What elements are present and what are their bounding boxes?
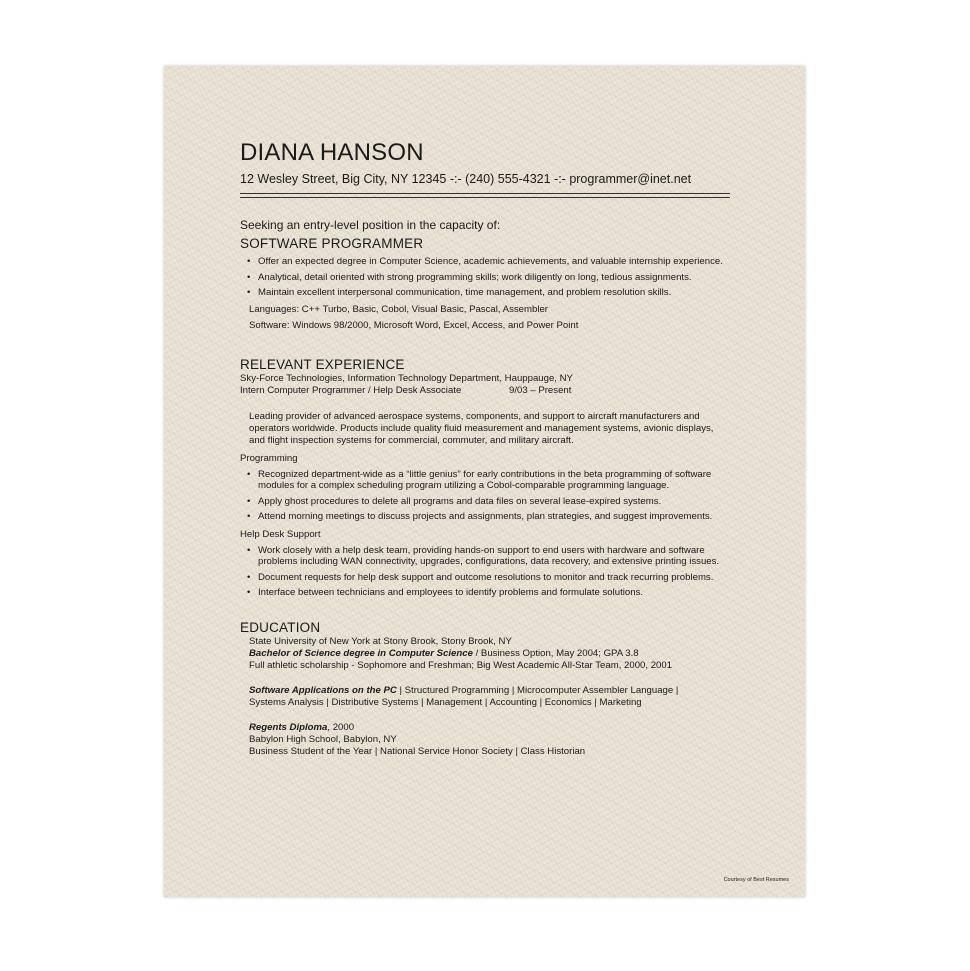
education-title: EDUCATION <box>240 619 321 635</box>
list-item: • Analytical, detail oriented with strong programming skills; work diligently on long, tedious assignments. <box>240 272 730 284</box>
applications-list-2: Systems Analysis | Distributive Systems | Management | Accounting | Economics | Marketing <box>249 696 642 708</box>
programming-subheading: Programming <box>240 452 298 464</box>
resume-page <box>164 66 805 897</box>
position-dates: 9/03 – Present <box>509 384 572 396</box>
position-row <box>240 385 730 397</box>
list-item: • Work closely with a help desk team, providing hands-on support to end users with hardware and software problems including WAN connectivity, upgrades, configurations, data recovery, and extensive printing issues. <box>240 545 730 568</box>
experience-title: RELEVANT EXPERIENCE <box>240 356 405 372</box>
header-divider <box>240 193 730 198</box>
list-item: • Attend morning meetings to discuss projects and assignments, plan strategies, and suggest improvements. <box>240 511 730 523</box>
university-line: State University of New York at Stony Brook, Stony Brook, NY <box>249 635 512 647</box>
objective-intro: Seeking an entry-level position in the capacity of: <box>240 218 501 232</box>
company-line: Sky-Force Technologies, Information Technology Department, Hauppauge, NY <box>240 372 573 384</box>
company-description: Leading provider of advanced aerospace systems, components, and support to aircraft manufacturers and operators worldwide. Products include quality fluid measurement and management systems, avionic displays, and flight inspection systems for commercial, commuter, and military aircraft. <box>249 410 714 446</box>
credit-text: Courtesy of Best Resumes <box>723 877 789 883</box>
position-title: Intern Computer Programmer / Help Desk Associate <box>240 384 462 396</box>
languages-line: Languages: C++ Turbo, Basic, Cobol, Visual Basic, Pascal, Assembler <box>249 303 548 315</box>
highschool-line: Babylon High School, Babylon, NY <box>249 733 397 745</box>
resume-content <box>240 138 730 758</box>
applications-list-1: | Structured Programming | Microcomputer Assembler Language | <box>396 684 679 696</box>
software-line: Software: Windows 98/2000, Microsoft Word, Excel, Access, and Power Point <box>249 320 579 331</box>
objective-title: SOFTWARE PROGRAMMER <box>240 236 424 251</box>
applications-heading: Software Applications on the PC <box>249 684 397 696</box>
list-item: • Recognized department-wide as a “little genius” for early contributions in the beta programming of software modules for a complex scheduling program utilizing a Cobol-comparable programming language. <box>240 469 730 492</box>
list-item: • Offer an expected degree in Computer Science, academic achievements, and valuable internship experience. <box>240 256 730 268</box>
regents-year: , 2000 <box>327 721 355 733</box>
degree-details: / Business Option, May 2004; GPA 3.8 <box>472 647 639 659</box>
highschool-block <box>240 722 730 758</box>
list-item: • Interface between technicians and employees to identify problems and formulate solutions. <box>240 587 730 599</box>
regents-name: Regents Diploma <box>249 721 328 733</box>
candidate-name: DIANA HANSON <box>240 139 424 166</box>
programming-bullets <box>240 469 730 523</box>
contact-line: 12 Wesley Street, Big City, NY 12345 -:- (240) 555-4321 -:- programmer@inet.net <box>240 172 692 186</box>
list-item: • Apply ghost procedures to delete all programs and data files on several lease-expired systems. <box>240 496 730 508</box>
applications-line <box>249 685 730 697</box>
helpdesk-bullets <box>240 545 730 599</box>
honors-line: Business Student of the Year | National Service Honor Society | Class Historian <box>249 745 586 757</box>
list-item: • Document requests for help desk support and outcome resolutions to monitor and track recurring problems. <box>240 572 730 584</box>
objective-bullets <box>240 256 730 299</box>
regents-line <box>249 722 730 734</box>
helpdesk-subheading: Help Desk Support <box>240 528 321 540</box>
scholarship-line: Full athletic scholarship - Sophomore and Freshman; Big West Academic All-Star Team, 2000, 2001 <box>249 659 673 671</box>
applications-block <box>240 685 730 709</box>
degree-name: Bachelor of Science degree in Computer Science <box>249 647 473 659</box>
list-item: • Maintain excellent interpersonal communication, time management, and problem resolution skills. <box>240 287 730 299</box>
degree-line <box>249 648 730 660</box>
university-block <box>240 636 730 672</box>
